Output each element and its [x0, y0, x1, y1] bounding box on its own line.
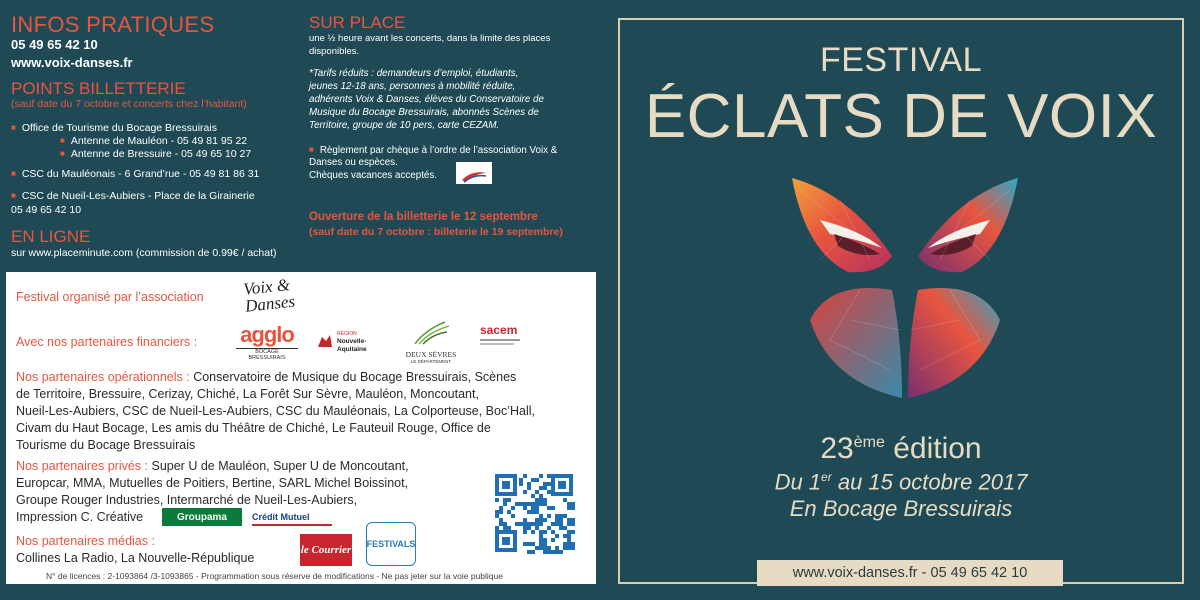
qr-module [531, 542, 535, 546]
region-logo-text: Nouvelle-Aquitaine [337, 338, 367, 353]
tarifs-line: Territoire, groupe de 10 pers, carte CEZAM. [309, 120, 500, 131]
qr-module [519, 522, 523, 526]
qr-module [555, 518, 559, 522]
sacem-line [480, 339, 520, 341]
reglement-line-1: Règlement par chèque à l’ordre de l’association Voix & [319, 145, 558, 156]
qr-module [523, 474, 527, 478]
csc-nueil-phone: 05 49 65 42 10 [11, 204, 82, 216]
financiers-label: Avec nos partenaires financiers : [16, 335, 198, 349]
qr-module [515, 502, 519, 506]
qr-module [523, 542, 527, 546]
qr-module [547, 482, 551, 486]
edition-number: 23 [820, 432, 854, 465]
qr-module [543, 530, 547, 534]
location-line: En Bocage Bressuirais [789, 496, 1013, 521]
qr-module [535, 526, 539, 530]
csc-mauleon-label: CSC du Mauléonais - 6 Grand’rue - 05 49 81 86 31 [21, 168, 260, 180]
qr-module [539, 518, 543, 522]
operationnels-line: Tourisme du Bocage Bressuirais [16, 438, 196, 452]
ouverture-line-1: Ouverture de la billetterie le 12 septembre [309, 211, 538, 223]
qr-module [555, 522, 559, 526]
qr-module [515, 522, 519, 526]
csc-nueil-item [11, 189, 255, 203]
qr-module [543, 518, 547, 522]
qr-module [535, 478, 539, 482]
qr-module [559, 550, 563, 554]
qr-module [567, 546, 571, 550]
qr-module [531, 550, 535, 554]
en-ligne-title: EN LIGNE [11, 227, 91, 246]
qr-module [555, 546, 559, 550]
reglement-line-2: Danses ou espèces. [309, 157, 398, 168]
qr-module [523, 530, 527, 534]
points-billetterie-note: (sauf date du 7 octobre et concerts chez l’habitant) [11, 98, 247, 110]
qr-module [499, 506, 503, 510]
terre-festivals-logo-text: FESTIVALS [366, 539, 416, 549]
butterfly-lips-illustration [790, 170, 1020, 400]
dates-sup: er [821, 470, 832, 484]
tarifs-line: jeunes 12-18 ans, personnes à mobilité réduite, [309, 81, 516, 92]
edition-sup: ème [853, 434, 885, 451]
qr-module [527, 510, 531, 514]
edition-word: édition [884, 432, 982, 465]
office-tourisme-label: Office de Tourisme du Bocage Bressuirais [21, 122, 217, 134]
qr-module [503, 522, 507, 526]
qr-module [535, 502, 539, 506]
qr-code[interactable] [493, 472, 575, 554]
licences-text: N° de licences : 2-1093864 /3-1093865 - Programmation sous réserve de modifications - Ne pas jeter sur la voie publique [46, 571, 503, 581]
prives-line: Impression C. Créative [16, 510, 144, 524]
qr-module [531, 506, 535, 510]
qr-module [571, 502, 575, 506]
organise-label: Festival organisé par l’association [16, 290, 204, 304]
festival-title: ÉCLATS DE VOIX [644, 82, 1158, 151]
operationnels-line: Civam du Haut Bocage, Les amis du Théâtre de Chiché, Le Fauteuil Rouge, Office de [16, 421, 491, 435]
qr-module [507, 498, 511, 502]
qr-module [539, 498, 543, 502]
en-ligne-text: sur www.placeminute.com (commission de 0.99€ / achat) [11, 247, 277, 259]
qr-module [547, 490, 551, 494]
qr-module [503, 502, 507, 506]
qr-module [543, 486, 547, 490]
office-tourisme-item [11, 121, 217, 135]
qr-module [503, 498, 507, 502]
qr-module [535, 518, 539, 522]
qr-module [567, 502, 571, 506]
qr-module [527, 526, 531, 530]
qr-module [559, 514, 563, 518]
qr-module [563, 498, 567, 502]
voix-danses-logo [242, 275, 336, 316]
qr-module [531, 478, 535, 482]
qr-module [551, 530, 555, 534]
qr-module [511, 506, 515, 510]
qr-module [519, 478, 523, 482]
qr-module [495, 526, 499, 530]
qr-code-icon [493, 472, 575, 554]
qr-module [543, 542, 547, 546]
qr-module [551, 538, 555, 542]
qr-module [559, 518, 563, 522]
reglement-line-3: Chèques vacances acceptés. [309, 170, 437, 181]
credit-mutuel-logo [252, 510, 332, 526]
qr-module [539, 546, 543, 550]
qr-module [571, 546, 575, 550]
operationnels-text: Conservatoire de Musique du Bocage Bressuirais, Scènes [189, 370, 517, 384]
reglement-item [309, 143, 557, 157]
qr-module [571, 522, 575, 526]
agglo-logo-text: agglo [240, 322, 294, 347]
prives-text: Super U de Mauléon, Super U de Moncoutant, [148, 459, 409, 473]
tarifs-line: adhérents Voix & Danses, élèves du Conservatoire de [309, 94, 544, 105]
sur-place-title: SUR PLACE [309, 13, 406, 32]
qr-module [539, 474, 543, 478]
prives-label: Nos partenaires privés : [16, 459, 149, 473]
qr-module [499, 510, 503, 514]
qr-module [523, 522, 527, 526]
csc-mauleon-item [11, 167, 259, 181]
region-lion-icon [316, 333, 334, 351]
qr-module [563, 542, 567, 546]
qr-module [539, 534, 543, 538]
sur-place-line-2: disponibles. [309, 46, 360, 57]
qr-module [547, 550, 551, 554]
qr-module [543, 546, 547, 550]
points-billetterie-title: POINTS BILLETTERIE [11, 79, 186, 98]
operationnels-label: Nos partenaires opérationnels : [16, 370, 190, 384]
qr-module [551, 506, 555, 510]
operationnels-block [16, 369, 596, 454]
courrier-logo-text: le Courrier [300, 543, 352, 556]
qr-module [567, 542, 571, 546]
qr-module [519, 482, 523, 486]
qr-module [523, 490, 527, 494]
phone-number: 05 49 65 42 10 [11, 37, 98, 52]
qr-module [567, 534, 571, 538]
antenne-bressuire-item [60, 147, 251, 161]
qr-module [547, 506, 551, 510]
sacem-logo [480, 324, 540, 354]
qr-module [527, 502, 531, 506]
qr-module [543, 538, 547, 542]
qr-module [527, 542, 531, 546]
qr-module [531, 502, 535, 506]
qr-module [523, 526, 527, 530]
qr-module [519, 502, 523, 506]
courrier-logo [300, 534, 352, 566]
ancv-swoosh-icon [460, 170, 488, 184]
credit-mutuel-logo-text: Crédit Mutuel [252, 512, 310, 522]
sacem-line [480, 343, 514, 345]
prives-line [16, 458, 486, 475]
qr-module [555, 550, 559, 554]
qr-module [535, 498, 539, 502]
qr-module [527, 486, 531, 490]
prives-line: Europcar, MMA, Mutuelles de Poitiers, Bertine, SARL Michel Boissinot, [16, 476, 409, 490]
qr-module [551, 522, 555, 526]
qr-module [559, 526, 563, 530]
cover-footer-url[interactable]: www.voix-danses.fr - 05 49 65 42 10 [757, 560, 1063, 586]
nouvelle-aquitaine-logo [316, 328, 386, 356]
qr-module [571, 506, 575, 510]
qr-module [559, 522, 563, 526]
tarifs-reduits-block [309, 67, 594, 132]
dates-pre: Du 1 [774, 469, 822, 495]
groupama-logo [162, 508, 242, 526]
qr-module [571, 530, 575, 534]
tarifs-line: Musique du Bocage Bressuirais, abonnés Scènes de [309, 107, 539, 118]
qr-module [543, 498, 547, 502]
operationnels-line: de Territoire, Bressuire, Cerizay, Chiché, La Forêt Sur Sèvre, Mauléon, Moncoutant, [16, 387, 479, 401]
medias-line: Collines La Radio, La Nouvelle-République [16, 551, 255, 565]
qr-module [539, 494, 543, 498]
antenne-mauleon-item [60, 134, 247, 148]
qr-module [507, 526, 511, 530]
qr-module [503, 526, 507, 530]
qr-module [543, 550, 547, 554]
qr-module [539, 542, 543, 546]
qr-module [547, 474, 551, 478]
qr-module [567, 506, 571, 510]
qr-module [563, 534, 567, 538]
qr-module [563, 514, 567, 518]
qr-module [495, 498, 499, 502]
deux-sevres-logo-text: DEUX SÈVRES [405, 350, 457, 359]
qr-module [507, 510, 511, 514]
qr-module [523, 502, 527, 506]
prives-line: Groupe Rouger Industries, Intermarché de Nueil-Les-Aubiers, [16, 493, 358, 507]
antenne-bressuire-label: Antenne de Bressuire - 05 49 65 10 27 [70, 148, 252, 160]
qr-module [567, 538, 571, 542]
qr-module [535, 510, 539, 514]
festival-label: FESTIVAL [819, 41, 983, 79]
qr-module [523, 506, 527, 510]
qr-module [531, 494, 535, 498]
qr-module [555, 534, 559, 538]
qr-module [535, 522, 539, 526]
qr-module [531, 530, 535, 534]
qr-module [527, 482, 531, 486]
qr-module [571, 518, 575, 522]
operationnels-line: Nueil-Les-Aubiers, CSC de Nueil-Les-Aubiers, CSC du Mauléonais, La Colporteuse, Boc’Hall, [16, 404, 535, 418]
qr-module [527, 550, 531, 554]
qr-module [555, 514, 559, 518]
qr-module [511, 514, 515, 518]
qr-module [571, 542, 575, 546]
qr-module [539, 538, 543, 542]
qr-module [499, 518, 503, 522]
qr-module [543, 482, 547, 486]
qr-module [499, 522, 503, 526]
infos-pratiques-title: INFOS PRATIQUES [11, 12, 215, 37]
dates-line [618, 464, 1184, 495]
qr-module [535, 506, 539, 510]
tarifs-line: *Tarifs réduits : demandeurs d’emploi, étudiants, [309, 68, 519, 79]
qr-module [547, 546, 551, 550]
qr-module [547, 514, 551, 518]
website-link[interactable]: www.voix-danses.fr [11, 55, 133, 70]
qr-module [543, 502, 547, 506]
qr-module [495, 510, 499, 514]
deux-sevres-leaves-icon [411, 320, 451, 346]
ouverture-line-2: (sauf date du 7 octobre : billeterie le 19 septembre) [309, 226, 563, 238]
antenne-mauleon-label: Antenne de Mauléon - 05 49 81 95 22 [70, 135, 248, 147]
qr-module [567, 530, 571, 534]
qr-module [539, 502, 543, 506]
qr-module [551, 550, 555, 554]
operationnels-line [16, 369, 596, 386]
qr-module [567, 518, 571, 522]
qr-module [539, 522, 543, 526]
csc-nueil-label: CSC de Nueil-Les-Aubiers - Place de la Girainerie [21, 190, 255, 202]
qr-module [567, 522, 571, 526]
voix-danses-logo-text: Voix & Danses [242, 275, 296, 316]
ancv-logo [456, 162, 492, 184]
region-small-text: RÉGION [337, 331, 357, 337]
partners-panel [6, 272, 596, 584]
terre-festivals-logo [366, 522, 416, 566]
sacem-logo-text: sacem [480, 323, 518, 337]
agglo-logo [236, 322, 298, 361]
qr-module [563, 546, 567, 550]
qr-module [539, 530, 543, 534]
qr-module [531, 510, 535, 514]
qr-module [527, 522, 531, 526]
qr-module [495, 514, 499, 518]
prives-block [16, 458, 486, 526]
qr-module [539, 514, 543, 518]
qr-module [531, 522, 535, 526]
qr-module [539, 486, 543, 490]
qr-module [535, 546, 539, 550]
medias-block [16, 533, 254, 567]
dates-post: au 15 octobre 2017 [831, 469, 1028, 495]
groupama-logo-text: Groupama [176, 511, 227, 523]
edition-line [618, 426, 1184, 466]
sur-place-line-1: une ½ heure avant les concerts, dans la limite des places [309, 33, 551, 44]
qr-module [563, 526, 567, 530]
qr-module [523, 518, 527, 522]
deux-sevres-logo [398, 320, 464, 362]
deux-sevres-logo-sub: LE DÉPARTEMENT [410, 359, 452, 364]
qr-module [535, 490, 539, 494]
agglo-logo-sub: BOCAGE BRESSUIRAIS [236, 348, 298, 361]
qr-module [547, 526, 551, 530]
medias-label: Nos partenaires médias : [16, 534, 155, 548]
